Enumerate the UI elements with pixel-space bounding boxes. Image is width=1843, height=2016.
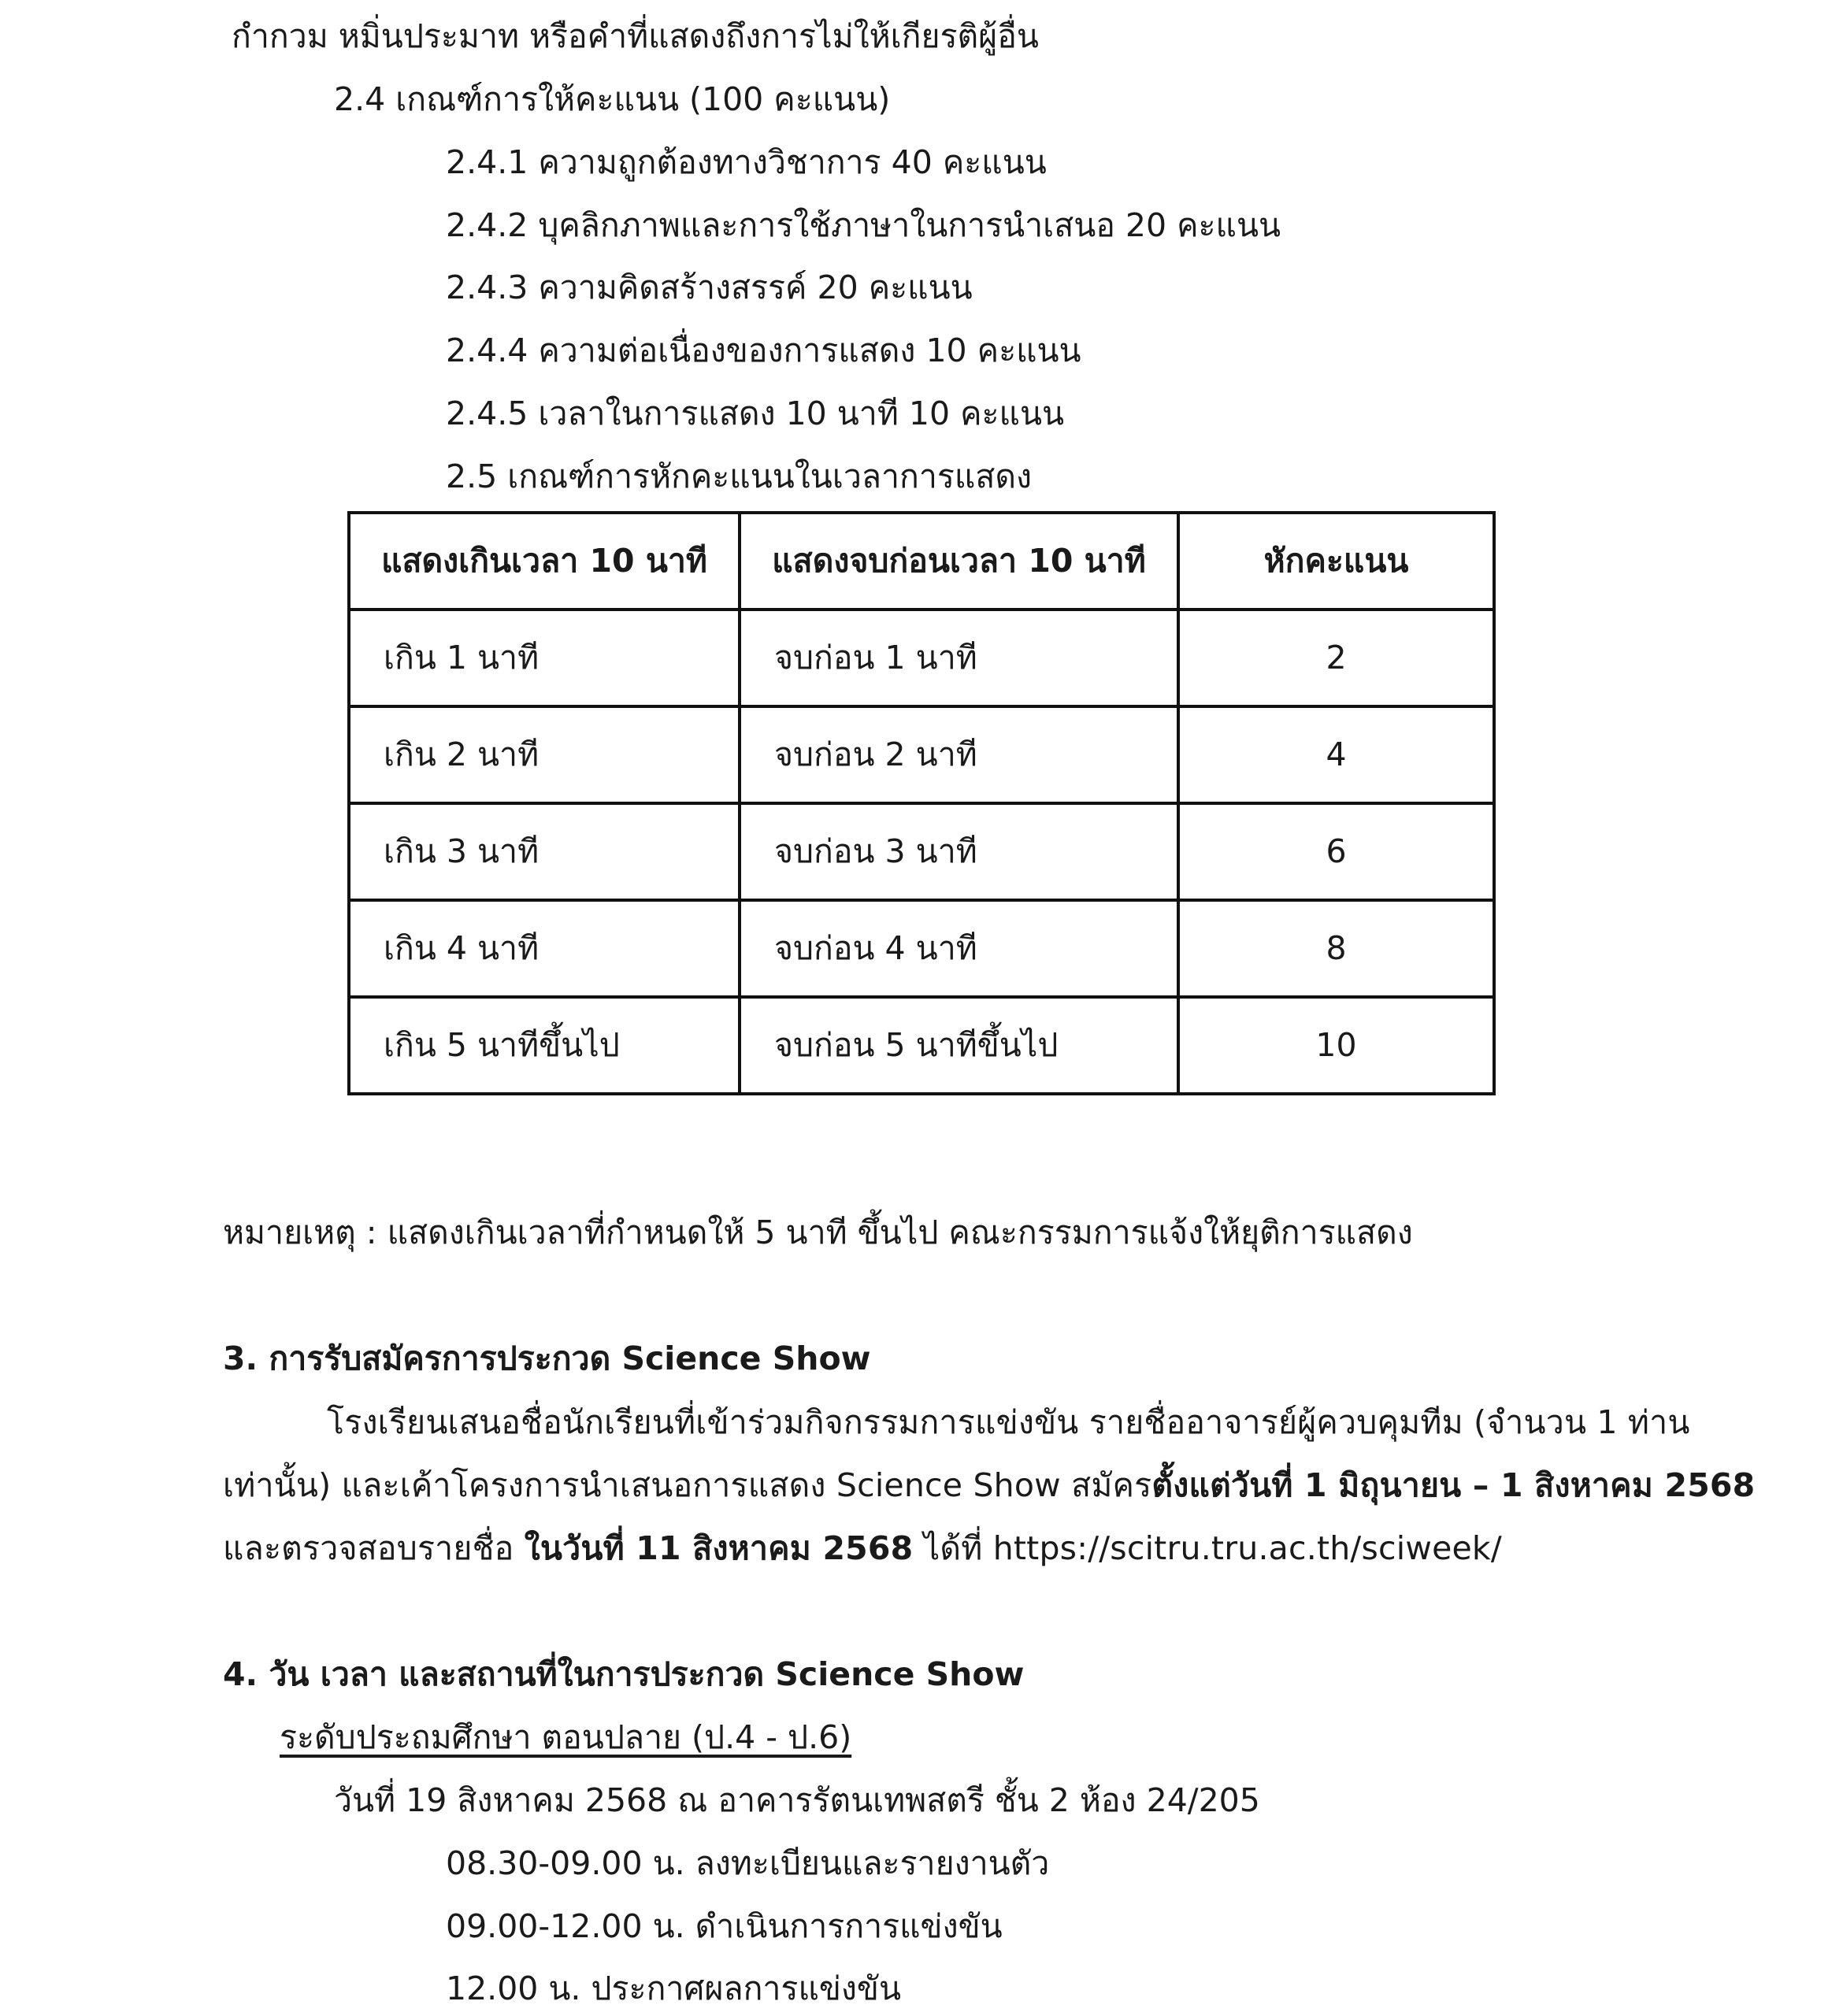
- section-4-heading: 4. วัน เวลา และสถานที่ในการประกวด Science Show: [223, 1655, 1025, 1693]
- table-row: [349, 900, 1494, 997]
- schedule-item: 12.00 น. ประกาศผลการแข่งขัน: [446, 1970, 901, 2007]
- schedule-item: 08.30-09.00 น. ลงทะเบียนและรายงานตัว: [446, 1844, 1050, 1882]
- criteria-item: 2.4.4 ความต่อเนื่องของการแสดง 10 คะแนน: [446, 332, 1081, 369]
- registration-line-2: [223, 1466, 1756, 1504]
- registration-line-1: โรงเรียนเสนอชื่อนักเรียนที่เข้าร่วมกิจกรรมการแข่งขัน รายชื่ออาจารย์ผู้ควบคุมทีม (จำนวน 1 ท่าน: [327, 1403, 1690, 1441]
- note: หมายเหตุ : แสดงเกินเวลาที่กำหนดให้ 5 นาที ขึ้นไป คณะกรรมการแจ้งให้ยุติการแสดง: [223, 1214, 1413, 1251]
- registration-period: ตั้งแต่วันที่ 1 มิถุนายน – 1 สิงหาคม 2568: [1151, 1466, 1756, 1504]
- table-cell: จบก่อน 5 นาทีขึ้นไป: [740, 997, 1178, 1094]
- criteria-item: 2.4.1 ความถูกต้องทางวิชาการ 40 คะแนน: [446, 143, 1047, 181]
- table-cell: จบก่อน 3 นาที: [740, 803, 1178, 900]
- deduction-table: [347, 511, 1496, 1095]
- date-venue: วันที่ 19 สิงหาคม 2568 ณ อาคารรัตนเทพสตรี ชั้น 2 ห้อง 24/205: [334, 1781, 1260, 1819]
- column-header: แสดงเกินเวลา 10 นาที: [349, 513, 740, 610]
- table-cell: 2: [1178, 610, 1494, 706]
- criteria-item: 2.4.2 บุคลิกภาพและการใช้ภาษาในการนำเสนอ 20 คะแนน: [446, 206, 1281, 244]
- section-3-heading: 3. การรับสมัครการประกวด Science Show: [223, 1340, 871, 1377]
- table-cell: 4: [1178, 706, 1494, 803]
- table-row: [349, 997, 1494, 1094]
- table-header-row: [349, 513, 1494, 610]
- table-cell: เกิน 3 นาที: [349, 803, 740, 900]
- table-cell: จบก่อน 2 นาที: [740, 706, 1178, 803]
- table-row: [349, 803, 1494, 900]
- intro-line: กำกวม หมิ่นประมาท หรือคำที่แสดงถึงการไม่ให้เกียรติผู้อื่น: [232, 17, 1039, 55]
- table-cell: เกิน 1 นาที: [349, 610, 740, 706]
- table-cell: 10: [1178, 997, 1494, 1094]
- table-cell: 8: [1178, 900, 1494, 997]
- schedule-item: 09.00-12.00 น. ดำเนินการการแข่งขัน: [446, 1907, 1003, 1945]
- table-cell: เกิน 4 นาที: [349, 900, 740, 997]
- column-header: หักคะแนน: [1178, 513, 1494, 610]
- table-cell: เกิน 5 นาทีขึ้นไป: [349, 997, 740, 1094]
- table-row: [349, 706, 1494, 803]
- criteria-item: 2.4.3 ความคิดสร้างสรรค์ 20 คะแนน: [446, 269, 973, 306]
- criteria-heading: 2.4 เกณฑ์การให้คะแนน (100 คะแนน): [334, 80, 891, 118]
- criteria-item: 2.4.5 เวลาในการแสดง 10 นาที 10 คะแนน: [446, 395, 1065, 432]
- registration-url-text: ได้ที่ https://scitru.tru.ac.th/sciweek/: [913, 1529, 1502, 1567]
- table-cell: จบก่อน 4 นาที: [740, 900, 1178, 997]
- registration-text: และตรวจสอบรายชื่อ: [223, 1529, 525, 1567]
- column-header: แสดงจบก่อนเวลา 10 นาที: [740, 513, 1178, 610]
- deduction-heading: 2.5 เกณฑ์การหักคะแนนในเวลาการแสดง: [446, 458, 1032, 495]
- registration-line-3: [223, 1529, 1502, 1567]
- table-cell: 6: [1178, 803, 1494, 900]
- table-cell: เกิน 2 นาที: [349, 706, 740, 803]
- check-date: ในวันที่ 11 สิงหาคม 2568: [524, 1529, 914, 1567]
- table-cell: จบก่อน 1 นาที: [740, 610, 1178, 706]
- table-row: [349, 610, 1494, 706]
- registration-text: เท่านั้น) และเค้าโครงการนำเสนอการแสดง Science Show สมัคร: [223, 1466, 1152, 1504]
- level-subheading: ระดับประถมศึกษา ตอนปลาย (ป.4 - ป.6): [280, 1718, 852, 1756]
